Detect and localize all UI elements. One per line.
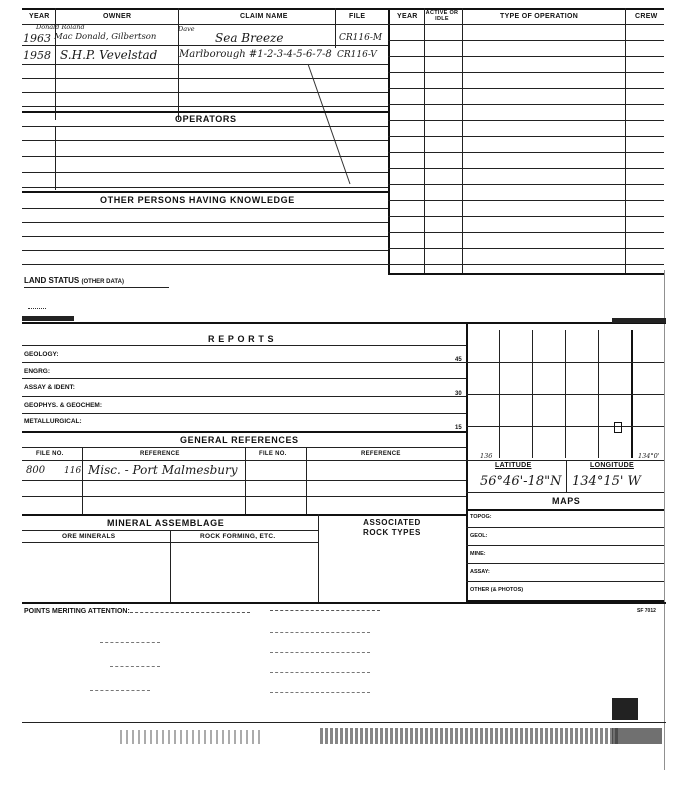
margin-number: 30 — [455, 391, 462, 397]
col-header-ore-minerals: ORE MINERALS — [62, 533, 116, 540]
map-right-label: 134°0' — [638, 452, 660, 460]
margin-number: 45 — [455, 357, 462, 363]
col-header-year: YEAR — [397, 13, 418, 20]
row-owner: S.H.P. Vevelstad — [60, 48, 158, 62]
col-header-year: YEAR — [29, 13, 50, 20]
mineral-assemblage-title: MINERAL ASSEMBLAGE — [107, 518, 225, 528]
col-header-rock-forming: ROCK FORMING, ETC. — [200, 533, 276, 540]
ref-file-no: 800 — [26, 465, 46, 476]
maps-row-other: OTHER (& PHOTOS) — [470, 587, 524, 593]
latitude-label: LATITUDE — [495, 462, 532, 469]
general-references-title: GENERAL REFERENCES — [180, 435, 299, 445]
claim-marker-icon — [614, 422, 622, 433]
ref-reference: Misc. - Port Malmesbury — [88, 463, 238, 477]
other-persons-title: OTHER PERSONS HAVING KNOWLEDGE — [100, 195, 295, 205]
maps-row-mine: MINE: — [470, 551, 486, 557]
ref-code: 116 — [64, 466, 82, 476]
maps-title: MAPS — [552, 496, 581, 506]
maps-row-topog: TOPOG: — [470, 514, 492, 520]
longitude-value: 134°15' W — [572, 474, 641, 489]
col-header-reference: REFERENCE — [140, 451, 180, 457]
report-row-assay: ASSAY & IDENT: — [24, 384, 75, 391]
row-claim: Marlborough #1-2-3-4-5-6-7-8 — [179, 49, 332, 60]
col-header-crew: CREW — [635, 13, 658, 20]
reports-title: R E P O R T S — [208, 334, 275, 344]
row-claim: Sea Breeze — [215, 31, 284, 45]
report-row-geophys: GEOPHYS. & GEOCHEM: — [24, 402, 103, 409]
diagonal-strike — [300, 60, 360, 190]
latitude-value: 56°46'-18"N — [480, 474, 562, 489]
margin-number: 15 — [455, 425, 462, 431]
report-row-engrg: ENGRG: — [24, 368, 50, 375]
col-header-active-idle: ACTIVE OR IDLE — [425, 10, 459, 22]
land-status-title: LAND STATUS — [24, 276, 80, 285]
maps-row-geol: GEOL: — [470, 533, 488, 539]
map-left-label: 136 — [480, 452, 493, 460]
row-file: CR116-V — [337, 50, 377, 60]
row-file: CR116-M — [339, 33, 383, 43]
form-number: SF 7012 — [637, 608, 656, 614]
col-header-file: FILE — [349, 13, 366, 20]
col-header-file-no-2: FILE NO. — [259, 451, 287, 457]
col-header-type-of-operation: TYPE OF OPERATION — [500, 13, 579, 20]
maps-row-assay: ASSAY: — [470, 569, 490, 575]
col-header-owner: OWNER — [103, 13, 132, 20]
col-header-claim-name: CLAIM NAME — [240, 13, 288, 20]
report-row-geology: GEOLOGY: — [24, 351, 59, 358]
associated-rock-types: ASSOCIATED ROCK TYPES — [362, 518, 421, 537]
row-year: 1963 — [23, 32, 51, 45]
points-title: POINTS MERITING ATTENTION: — [24, 608, 130, 615]
report-row-metallurgical: METALLURGICAL: — [24, 418, 82, 425]
row-year: 1958 — [23, 49, 51, 62]
land-status-subtitle: (OTHER DATA) — [81, 279, 124, 285]
owner-note: Donald Roland — [36, 23, 85, 31]
operators-title: OPERATORS — [175, 114, 237, 124]
row-owner: Mac Donald, Gilbertson — [54, 32, 157, 42]
longitude-label: LONGITUDE — [590, 462, 634, 469]
col-header-file-no: FILE NO. — [36, 451, 64, 457]
claim-note: Dave — [178, 25, 195, 33]
col-header-reference-2: REFERENCE — [361, 451, 401, 457]
